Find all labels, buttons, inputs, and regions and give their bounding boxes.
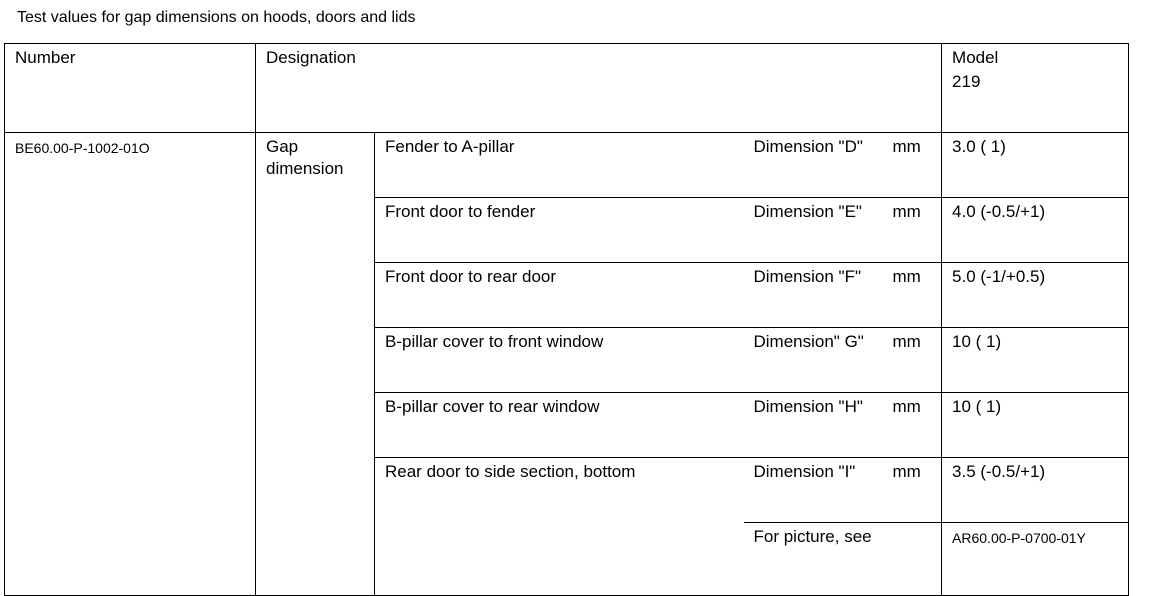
header-model-code: 219 [952,72,981,91]
picture-ref-empty-cell [883,523,942,596]
table-header-row [5,44,1129,133]
value-label: 4.0 (-0.5/+1) [952,202,1046,221]
group-label: Gap dimension [266,137,344,178]
gap-dimension-table [4,43,1129,596]
value-cell [942,263,1129,328]
item-cell [375,328,744,393]
dimension-label: Dimension "I" [753,462,856,481]
unit-label: mm [892,397,921,416]
item-label: Front door to fender [385,202,536,221]
item-cell [375,458,744,596]
unit-cell [883,328,942,393]
item-label: B-pillar cover to rear window [385,397,600,416]
dimension-label: Dimension "E" [753,202,862,221]
dimension-cell [744,393,883,458]
value-cell [942,458,1129,523]
item-cell [375,263,744,328]
document-number-cell [5,133,256,596]
unit-label: mm [892,202,921,221]
unit-cell [883,198,942,263]
header-model-label: Model [952,48,999,67]
picture-ref-label: For picture, see [753,527,872,546]
dimension-cell [744,263,883,328]
value-cell [942,393,1129,458]
dimension-cell [744,458,883,523]
value-label: 10 ( 1) [952,397,1002,416]
value-label: 3.5 (-0.5/+1) [952,462,1046,481]
picture-ref-code: AR60.00-P-0700-01Y [952,530,1086,546]
picture-ref-label-cell [744,523,883,596]
value-label: 3.0 ( 1) [952,137,1006,156]
unit-label: mm [892,137,921,156]
unit-cell [883,263,942,328]
value-cell [942,198,1129,263]
picture-ref-code-cell [942,523,1129,596]
dimension-label: Dimension "H" [753,397,863,416]
header-designation [256,44,942,133]
unit-label: mm [892,332,921,351]
item-cell [375,133,744,198]
item-label: Rear door to side section, bottom [385,462,636,481]
item-cell [375,198,744,263]
header-number [5,44,256,133]
header-designation-label: Designation [266,48,356,67]
value-label: 10 ( 1) [952,332,1002,351]
item-label: Front door to rear door [385,267,557,286]
item-label: B-pillar cover to front window [385,332,604,351]
value-cell [942,328,1129,393]
dimension-label: Dimension "F" [753,267,861,286]
unit-cell [883,133,942,198]
item-cell [375,393,744,458]
item-label: Fender to A-pillar [385,137,515,156]
dimension-label: Dimension" G" [753,332,864,351]
unit-cell [883,393,942,458]
dimension-cell [744,328,883,393]
value-cell [942,133,1129,198]
document-number: BE60.00-P-1002-01O [15,140,150,156]
header-model [942,44,1129,133]
value-label: 5.0 (-1/+0.5) [952,267,1046,286]
header-number-label: Number [15,48,76,67]
unit-label: mm [892,462,921,481]
dimension-cell [744,198,883,263]
table-row [5,133,1129,198]
unit-cell [883,458,942,523]
dimension-label: Dimension "D" [753,137,863,156]
group-cell [256,133,375,596]
dimension-cell [744,133,883,198]
page-title: Test values for gap dimensions on hoods, doors and lids [17,9,416,26]
unit-label: mm [892,267,921,286]
